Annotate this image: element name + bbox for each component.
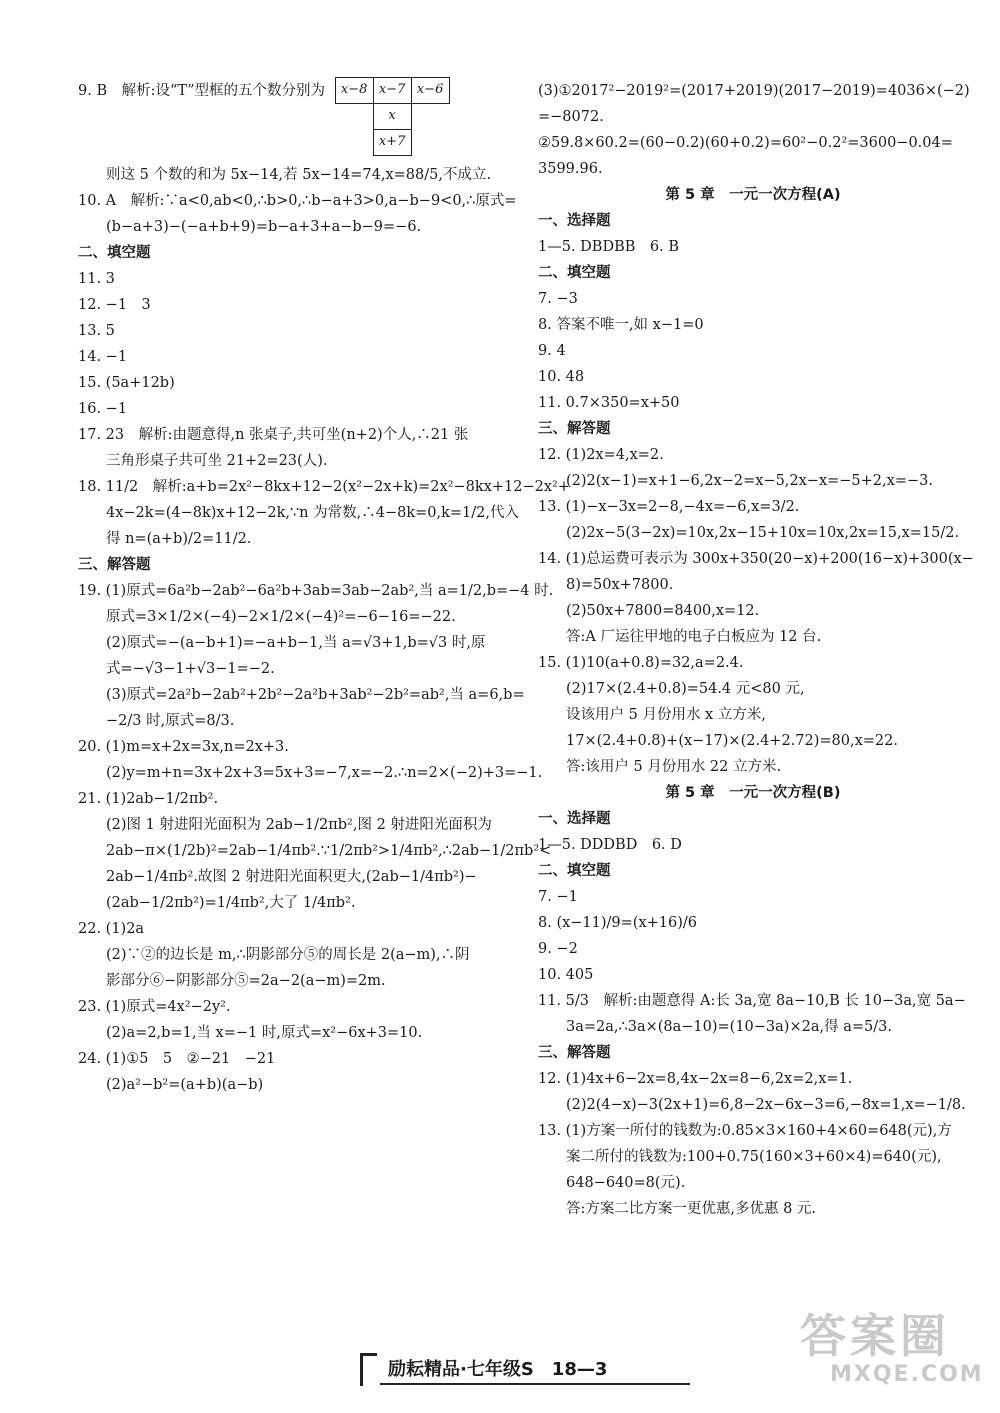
page-footer [360, 1347, 690, 1387]
text-line: 12. (1)4x+6−2x=8,4x−2x=8−6,2x=2,x=1. [538, 1071, 853, 1087]
text-line: 22. (1)2a [78, 921, 145, 937]
text-line: 648−640=8(元). [566, 1175, 686, 1191]
text-line: (2)2(4−x)−3(2x+1)=6,8−2x−6x−3=6,−8x=1,x=−1/8. [566, 1097, 966, 1113]
text-line: 8)=50x+7800. [566, 577, 674, 593]
section-heading: 一、选择题 [538, 811, 611, 827]
text-line: 17. 23 解析:由题意得,n 张桌子,共可坐(n+2)个人,∴21 张 [78, 427, 469, 443]
footer-text: 励耘精品·七年级S 18—3 [388, 1359, 608, 1380]
text-line: (2)2x−5(3−2x)=10x,2x−15+10x=10x,2x=15,x=15/2. [566, 525, 960, 541]
text-line: 11. 0.7×350=x+50 [538, 395, 680, 411]
footer-bracket [360, 1353, 377, 1386]
section-heading: 二、填空题 [538, 265, 611, 281]
right-column [538, 78, 974, 1222]
text-line: (2)y=m+n=3x+2x+3=5x+3=−7,x=−2.∴n=2×(−2)+3=−1. [106, 765, 543, 781]
text-line: 24. (1)①5 5 ②−21 −21 [78, 1051, 276, 1067]
section-heading: 三、解答题 [78, 557, 151, 573]
text-line: 则这 5 个数的和为 5x−14,若 5x−14=74,x=88/5,不成立. [106, 167, 492, 183]
text-line: 12. (1)2x=4,x=2. [538, 447, 664, 463]
text-line: =−8072. [538, 109, 604, 125]
text-line: (2)a=2,b=1,当 x=−1 时,原式=x²−6x+3=10. [106, 1025, 423, 1041]
text-line: 13. (1)方案一所付的钱数为:0.85×3×160+4×60=648(元),方 [538, 1123, 952, 1139]
text-line: 9. 4 [538, 343, 566, 359]
text-line: 16. −1 [78, 401, 128, 417]
text-line: 18. 11/2 解析:a+b=2x²−8kx+12−2(x²−2x+k)=2x²−8kx+12−2x²+ [78, 479, 570, 495]
text-line: 答:A 厂运往甲地的电子白板应为 12 台. [566, 629, 822, 645]
watermark-url: MXQE.COM [830, 1362, 984, 1387]
text-line: (2)∵②的边长是 m,∴阴影部分⑤的周长是 2(a−m),∴阴 [106, 947, 470, 963]
text-line: 2ab−1/4πb².故图 2 射进阳光面积更大,(2ab−1/4πb²)− [106, 869, 477, 885]
text-line: 15. (1)10(a+0.8)=32,a=2.4. [538, 655, 744, 671]
text-line: (2)2(x−1)=x+1−6,2x−2=x−5,2x−x=−5+2,x=−3. [566, 473, 933, 489]
text-line: 11. 5/3 解析:由题意得 A:长 3a,宽 8a−10,B 长 10−3a,宽 5a− [538, 993, 966, 1009]
text-line: 2ab−π×(1/2b)²=2ab−1/4πb².∵1/2πb²>1/4πb²,∴2ab−1/2πb²< [106, 843, 552, 859]
text-line: 23. (1)原式=4x²−2y². [78, 999, 231, 1015]
text-line: (2)17×(2.4+0.8)=54.4 元<80 元, [566, 681, 805, 697]
text-line: 11. 3 [78, 271, 115, 287]
text-line: 得 n=(a+b)/2=11/2. [106, 531, 252, 547]
t-frame-table [336, 78, 450, 156]
text-line: 案二所付的钱数为:100+0.75(160×3+60×4)=640(元), [566, 1149, 942, 1165]
text-line: 8. (x−11)/9=(x+16)/6 [538, 915, 697, 931]
text-line: 设该用户 5 月份用水 x 立方米, [566, 707, 766, 723]
text-line: 14. (1)总运费可表示为 300x+350(20−x)+200(16−x)+300(x− [538, 551, 974, 567]
text-line: 19. (1)原式=6a²b−2ab²−6a²b+3ab=3ab−2ab²,当 a=1/2,b=−4 时. [78, 583, 554, 599]
text-line: 9. −2 [538, 941, 578, 957]
chapter-heading: 第 5 章 一元一次方程(B) [665, 785, 841, 801]
text-line: −2/3 时,原式=8/3. [106, 713, 235, 729]
text-line: 10. 48 [538, 369, 585, 385]
t-cell: x+7 [373, 129, 412, 156]
text-line: 3599.96. [538, 161, 603, 177]
text-line: (b−a+3)−(−a+b+9)=b−a+3+a−b−9=−6. [106, 219, 422, 235]
t-cell: x−7 [373, 77, 412, 104]
text-line: (2)a²−b²=(a+b)(a−b) [106, 1077, 264, 1093]
text-line: 7. −3 [538, 291, 578, 307]
text-line: 14. −1 [78, 349, 128, 365]
text-line: 影部分⑥−阴影部分⑤=2a−2(a−m)=2m. [106, 973, 386, 989]
text-line: (2)50x+7800=8400,x=12. [566, 603, 760, 619]
text-line: 8. 答案不唯一,如 x−1=0 [538, 317, 704, 333]
text-line: 式=−√3−1+√3−1=−2. [106, 661, 275, 677]
text-line: 13. 5 [78, 323, 115, 339]
text-line: 10. A 解析:∵a<0,ab<0,∴b>0,∴b−a+3>0,a−b−9<0,∴原式= [78, 193, 517, 209]
text-line: 原式=3×1/2×(−4)−2×1/2×(−4)²=−6−16=−22. [106, 609, 456, 625]
text-line: (2)原式=−(a−b+1)=−a+b−1,当 a=√3+1,b=√3 时,原 [106, 635, 486, 651]
section-heading: 二、填空题 [538, 863, 611, 879]
section-heading: 一、选择题 [538, 213, 611, 229]
watermark-text: 答案圈 [800, 1309, 950, 1363]
text-line: (2ab−1/2πb²)=1/4πb²,大了 1/4πb². [106, 895, 356, 911]
text-line: 1—5. DBDBB 6. B [538, 239, 679, 255]
text-line: ②59.8×60.2=(60−0.2)(60+0.2)=60²−0.2²=3600−0.04= [538, 135, 953, 151]
text-line: 20. (1)m=x+2x=3x,n=2x+3. [78, 739, 289, 755]
text-line: 3a=2a,∴3a×(8a−10)=(10−3a)×2a,得 a=5/3. [566, 1019, 892, 1035]
text-line: 17×(2.4+0.8)+(x−17)×(2.4+2.72)=80,x=22. [566, 733, 898, 749]
text-line: 答:方案二比方案一更优惠,多优惠 8 元. [566, 1201, 817, 1217]
text-line: (2)图 1 射进阳光面积为 2ab−1/2πb²,图 2 射进阳光面积为 [106, 817, 492, 833]
t-cell: x−6 [411, 77, 450, 104]
text-line: 1—5. DDDBD 6. D [538, 837, 682, 853]
t-cell: x−8 [335, 77, 374, 104]
text-line: 4x−2k=(4−8k)x+12−2k,∵n 为常数,∴4−8k=0,k=1/2,代入 [106, 505, 519, 521]
text-line: 12. −1 3 [78, 297, 151, 313]
text-line: 7. −1 [538, 889, 578, 905]
t-cell: x [373, 103, 412, 130]
text-line: (3)原式=2a²b−2ab²+2b²−2a²b+3ab²−2b²=ab²,当 a=6,b= [106, 687, 525, 703]
section-heading: 三、解答题 [538, 1045, 611, 1061]
text-line: 10. 405 [538, 967, 594, 983]
text-line: 21. (1)2ab−1/2πb². [78, 791, 219, 807]
section-heading: 二、填空题 [78, 245, 151, 261]
footer-rule [380, 1383, 690, 1385]
q9-text: 9. B 解析:设“T”型框的五个数分别为 [78, 83, 325, 99]
q9-line [78, 78, 508, 162]
section-heading: 三、解答题 [538, 421, 611, 437]
text-line: 15. (5a+12b) [78, 375, 175, 391]
chapter-heading: 第 5 章 一元一次方程(A) [665, 187, 841, 203]
text-line: 13. (1)−x−3x=2−8,−4x=−6,x=3/2. [538, 499, 800, 515]
text-line: (3)①2017²−2019²=(2017+2019)(2017−2019)=4036×(−2) [538, 83, 970, 99]
watermark-logo [790, 1300, 990, 1400]
text-line: 答:该用户 5 月份用水 22 立方米. [566, 759, 782, 775]
text-line: 三角形桌子共可坐 21+2=23(人). [106, 453, 328, 469]
